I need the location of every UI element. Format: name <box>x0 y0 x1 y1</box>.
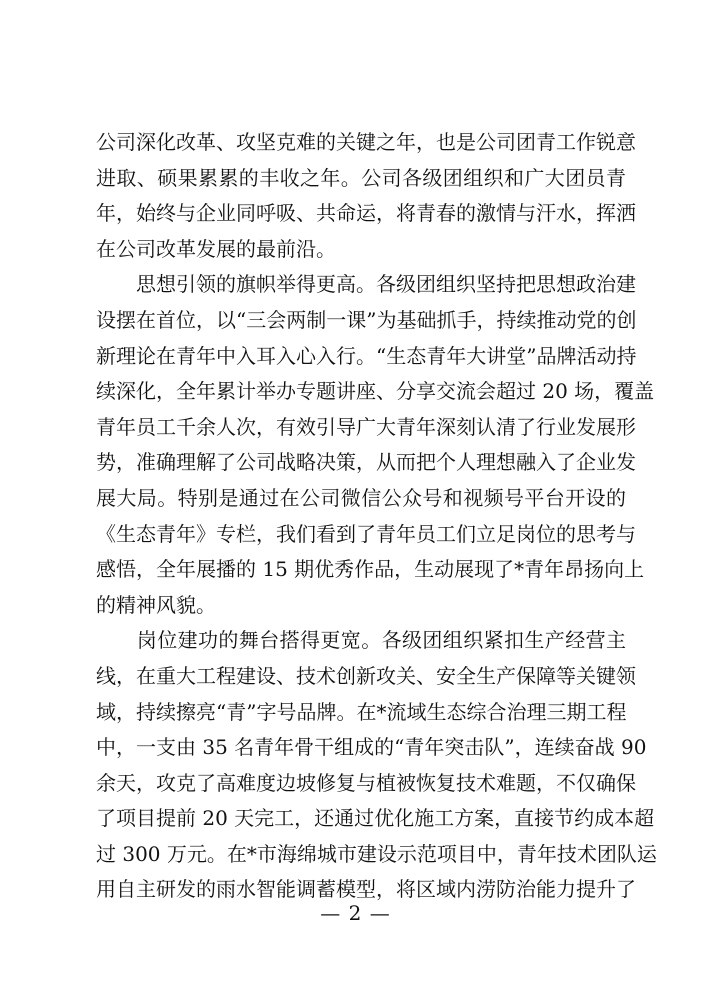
text-line: 新理论在青年中入耳入心入行。“生态青年大讲堂”品牌活动持 <box>96 343 637 368</box>
text-line: 《生态青年》专栏，我们看到了青年员工们立足岗位的思考与 <box>96 521 636 546</box>
text-line: 公司深化改革、攻坚克难的关键之年，也是公司团青工作锐意 <box>96 130 636 154</box>
text-line: 的精神风貌。 <box>96 592 216 617</box>
text-line: 余天，攻克了高难度边坡修复与植被恢复技术难题，不仅确保 <box>96 770 636 795</box>
text-line: 年，始终与企业同呼吸、共命运，将青春的激情与汗水，挥洒 <box>96 201 636 226</box>
text-line: 进取、硕果累累的丰收之年。公司各级团组织和广大团员青 <box>96 165 626 190</box>
text-line: 域，持续擦亮“青”字号品牌。在*流域生态综合治理三期工程 <box>96 699 627 724</box>
text-line: 展大局。特别是通过在公司微信公众号和视频号平台开设的 <box>96 485 626 510</box>
page-number: — 2 — <box>320 901 391 925</box>
text-line: 岗位建功的舞台搭得更宽。各级团组织紧扣生产经营主 <box>96 628 626 653</box>
text-line: 设摆在首位，以“三会两制一课”为基础抓手，持续推动党的创 <box>96 307 637 332</box>
text-line: 青年员工千余人次，有效引导广大青年深刻认清了行业发展形 <box>96 414 636 439</box>
text-line: 续深化，全年累计举办专题讲座、分享交流会超过 20 场，覆盖 <box>96 379 655 404</box>
text-line: 用自主研发的雨水智能调蓄模型，将区域内涝防治能力提升了 <box>96 877 636 902</box>
text-line: 势，准确理解了公司战略决策，从而把个人理想融入了企业发 <box>96 450 636 475</box>
body-text <box>96 125 657 908</box>
text-line: 感悟，全年展播的 15 期优秀作品，生动展现了*青年昂扬向上 <box>96 557 645 582</box>
text-line: 了项目提前 20 天完工，还通过优化施工方案，直接节约成本超 <box>96 806 655 831</box>
text-line: 思想引领的旗帜举得更高。各级团组织坚持把思想政治建 <box>96 272 636 297</box>
text-line: 在公司改革发展的最前沿。 <box>96 236 336 261</box>
text-line: 过 300 万元。在*市海绵城市建设示范项目中，青年技术团队运 <box>96 841 657 866</box>
text-line: 线，在重大工程建设、技术创新攻关、安全生产保障等关键领 <box>96 663 636 688</box>
text-line: 中，一支由 35 名青年骨干组成的“青年突击队”，连续奋战 90 <box>96 735 647 760</box>
